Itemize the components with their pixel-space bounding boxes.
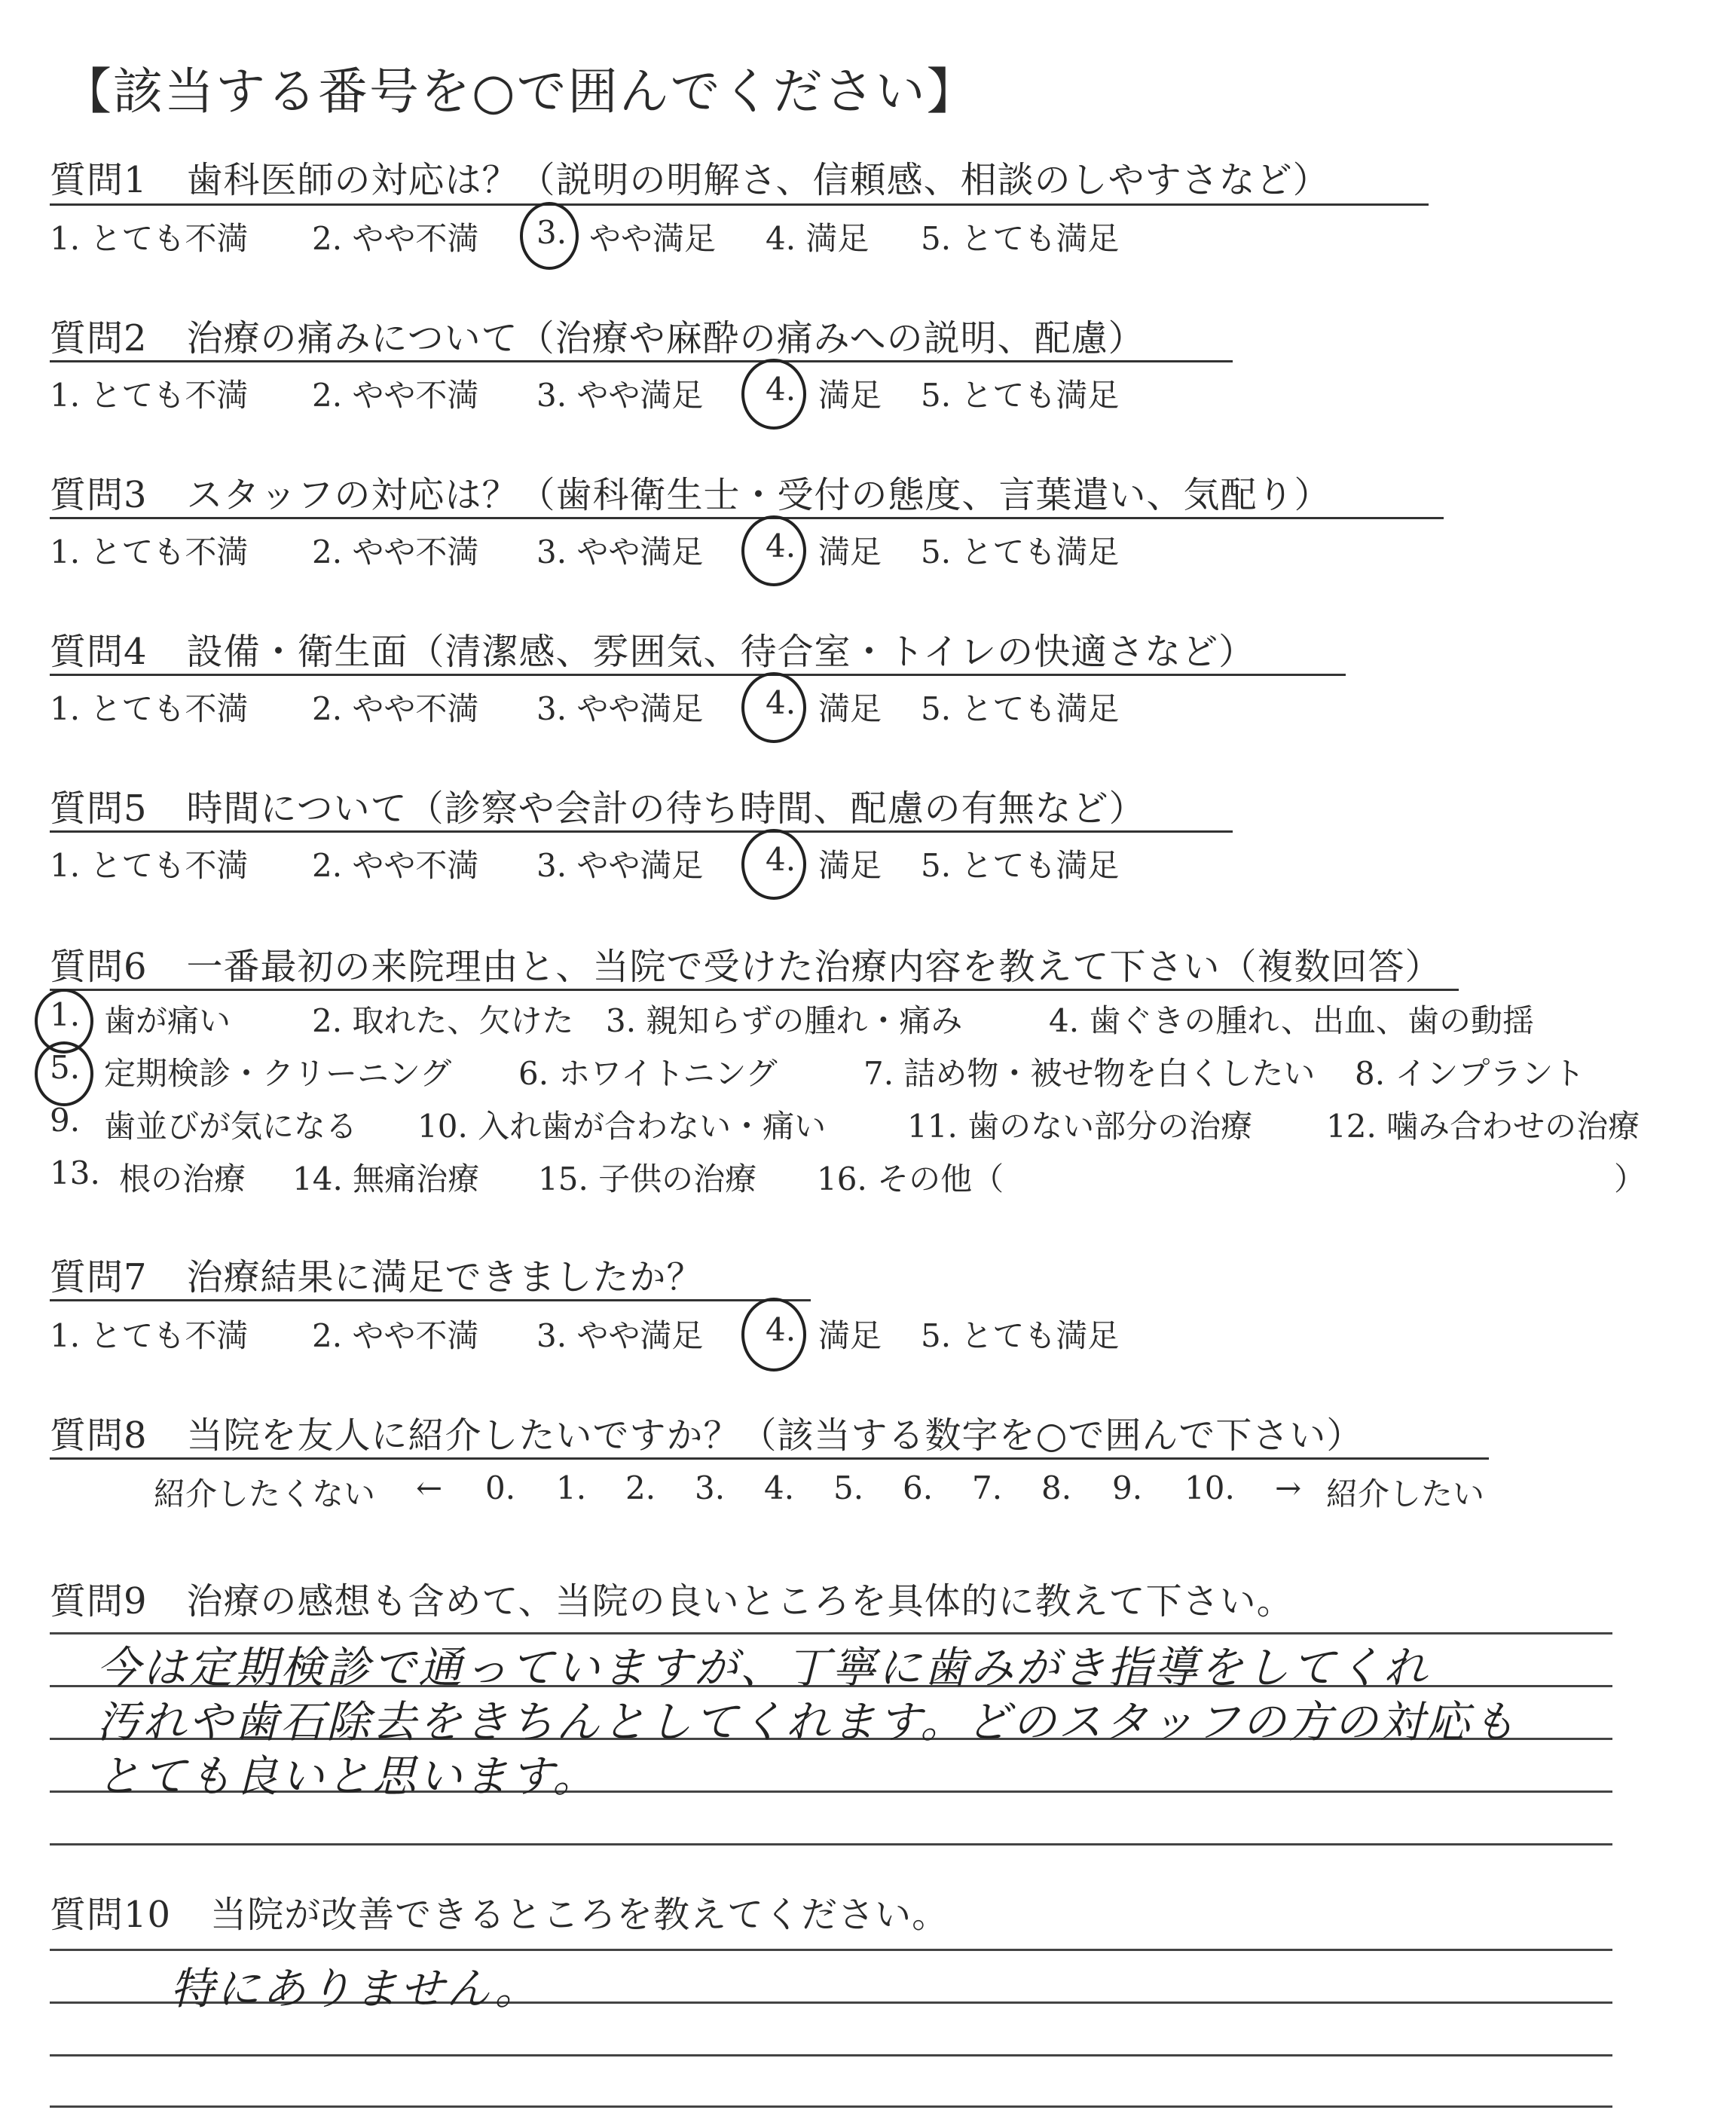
answer-line bbox=[50, 2054, 1612, 2056]
option-3[interactable]: 3. やや満足 bbox=[536, 377, 704, 414]
option-1[interactable]: 1. とても不満 bbox=[50, 1317, 249, 1354]
question-number: 質問3 bbox=[50, 474, 148, 516]
option-5[interactable]: 5. とても満足 bbox=[921, 690, 1120, 727]
answer-circle bbox=[741, 829, 806, 900]
question-number: 質問5 bbox=[50, 787, 148, 830]
scale-left-arrow: ← bbox=[416, 1469, 443, 1506]
option-11[interactable]: 11. 歯のない部分の治療 bbox=[907, 1108, 1253, 1145]
answer-circle bbox=[35, 1041, 93, 1106]
survey-header: 【該当する番号を○で囲んでください】 bbox=[62, 63, 978, 121]
answer-circle bbox=[741, 1298, 806, 1372]
answer-circle bbox=[520, 202, 579, 270]
option-8[interactable]: 8. インプラント bbox=[1355, 1055, 1585, 1092]
option-4-label: 満足 bbox=[818, 377, 882, 414]
question-underline bbox=[50, 1457, 1489, 1460]
option-7[interactable]: 7. 詰め物・被せ物を白くしたい bbox=[863, 1055, 1316, 1092]
option-5[interactable]: 5. とても満足 bbox=[921, 1317, 1120, 1354]
option-4[interactable]: 4. bbox=[766, 371, 796, 408]
option-6[interactable]: 6. ホワイトニング bbox=[518, 1055, 778, 1092]
option-5[interactable]: 5. とても満足 bbox=[921, 534, 1120, 570]
question-8 bbox=[50, 1406, 1363, 1458]
question-underline bbox=[50, 360, 1233, 362]
question-text: 治療の感想も含めて、当院の良いところを具体的に教えて下さい。 bbox=[186, 1580, 1294, 1622]
scale-option-10[interactable]: 10. bbox=[1184, 1469, 1235, 1506]
question-7 bbox=[50, 1248, 704, 1300]
option-9-label: 歯並びが気になる bbox=[104, 1108, 358, 1145]
option-2[interactable]: 2. やや不満 bbox=[312, 690, 479, 727]
scale-option-4[interactable]: 4. bbox=[764, 1469, 795, 1506]
option-4-label: 満足 bbox=[818, 690, 882, 727]
option-2[interactable]: 2. やや不満 bbox=[312, 377, 479, 414]
scale-option-0[interactable]: 0. bbox=[485, 1469, 516, 1506]
other-close-paren: ） bbox=[1614, 1160, 1646, 1197]
question-text: 一番最初の来院理由と、当院で受けた治療内容を教えて下さい（複数回答） bbox=[186, 946, 1442, 988]
handwritten-answer-line-2: 汚れや歯石除去をきちんとしてくれます。どのスタッフの方の対応も bbox=[96, 1696, 1518, 1748]
question-9 bbox=[50, 1572, 1294, 1624]
question-text: 治療の痛みについて（治療や麻酔の痛みへの説明、配慮） bbox=[186, 317, 1145, 359]
question-4 bbox=[50, 622, 1255, 674]
option-3[interactable]: 3. やや満足 bbox=[536, 847, 704, 884]
question-number: 質問9 bbox=[50, 1580, 148, 1622]
option-1[interactable]: 1. とても不満 bbox=[50, 847, 249, 884]
scale-option-1[interactable]: 1. bbox=[556, 1469, 587, 1506]
question-number: 質問10 bbox=[50, 1894, 172, 1936]
option-1[interactable]: 1. とても不満 bbox=[50, 534, 249, 570]
question-number: 質問4 bbox=[50, 631, 148, 673]
scale-option-8[interactable]: 8. bbox=[1041, 1469, 1072, 1506]
scale-option-7[interactable]: 7. bbox=[972, 1469, 1003, 1506]
option-5-label: 定期検診・クリーニング bbox=[104, 1055, 452, 1092]
answer-circle bbox=[741, 672, 806, 743]
option-9[interactable]: 9. bbox=[50, 1102, 81, 1139]
question-text: 当院が改善できるところを教えてください。 bbox=[210, 1894, 949, 1936]
scale-right-label: 紹介したい bbox=[1326, 1475, 1485, 1512]
question-6 bbox=[50, 937, 1442, 989]
scale-left-label: 紹介したくない bbox=[154, 1475, 376, 1512]
handwritten-answer-line-3: とても良いと思います。 bbox=[96, 1751, 599, 1802]
option-3[interactable]: 3. やや満足 bbox=[536, 690, 704, 727]
option-3[interactable]: 3. やや満足 bbox=[536, 534, 704, 570]
option-3[interactable]: 3. 親知らずの腫れ・痛み bbox=[606, 1002, 963, 1039]
question-number: 質問8 bbox=[50, 1414, 148, 1457]
option-1[interactable]: 1. とても不満 bbox=[50, 377, 249, 414]
scale-option-6[interactable]: 6. bbox=[903, 1469, 934, 1506]
option-2[interactable]: 2. やや不満 bbox=[312, 847, 479, 884]
scale-option-2[interactable]: 2. bbox=[625, 1469, 656, 1506]
option-13-label: 根の治療 bbox=[119, 1160, 246, 1197]
question-text: スタッフの対応は？（歯科衛生士・受付の態度、言葉遣い、気配り） bbox=[186, 474, 1331, 516]
answer-circle bbox=[741, 359, 806, 430]
option-2[interactable]: 2. やや不満 bbox=[312, 220, 479, 257]
question-10 bbox=[50, 1885, 949, 1937]
question-underline bbox=[50, 830, 1233, 833]
question-number: 質問1 bbox=[50, 159, 148, 201]
option-3[interactable]: 3. やや満足 bbox=[536, 1317, 704, 1354]
question-underline bbox=[50, 674, 1346, 676]
question-text: 設備・衛生面（清潔感、雰囲気、待合室・トイレの快適さなど） bbox=[186, 631, 1256, 673]
option-5[interactable]: 5. bbox=[50, 1049, 81, 1086]
scale-option-9[interactable]: 9. bbox=[1112, 1469, 1143, 1506]
option-1[interactable]: 1. とても不満 bbox=[50, 220, 249, 257]
option-4[interactable]: 4. bbox=[766, 528, 796, 564]
option-1[interactable]: 1. とても不満 bbox=[50, 690, 249, 727]
question-text: 歯科医師の対応は？（説明の明解さ、信頼感、相談のしやすさなど） bbox=[186, 159, 1330, 201]
question-2 bbox=[50, 309, 1145, 361]
option-5[interactable]: 5. とても満足 bbox=[921, 377, 1120, 414]
option-14[interactable]: 14. 無痛治療 bbox=[292, 1160, 480, 1197]
question-text: 当院を友人に紹介したいですか？（該当する数字を○で囲んで下さい） bbox=[186, 1414, 1364, 1457]
handwritten-answer: 特にありません。 bbox=[170, 1963, 541, 2014]
option-5[interactable]: 5. とても満足 bbox=[921, 220, 1120, 257]
scale-option-3[interactable]: 3. bbox=[695, 1469, 726, 1506]
option-4-label: 満足 bbox=[818, 534, 882, 570]
question-underline bbox=[50, 203, 1429, 206]
option-4-label: 満足 bbox=[818, 847, 882, 884]
question-text: 治療結果に満足できましたか？ bbox=[186, 1256, 704, 1298]
option-12[interactable]: 12. 噛み合わせの治療 bbox=[1326, 1108, 1640, 1145]
question-3 bbox=[50, 466, 1331, 518]
question-number: 質問7 bbox=[50, 1256, 148, 1298]
option-2[interactable]: 2. 取れた、欠けた bbox=[312, 1002, 574, 1039]
question-underline bbox=[50, 517, 1444, 519]
scale-option-5[interactable]: 5. bbox=[833, 1469, 864, 1506]
option-5[interactable]: 5. とても満足 bbox=[921, 847, 1120, 884]
option-4-label: 満足 bbox=[818, 1317, 882, 1354]
question-5 bbox=[50, 779, 1146, 831]
option-16[interactable]: 16. その他（ bbox=[817, 1160, 1004, 1197]
option-10[interactable]: 10. 入れ歯が合わない・痛い bbox=[417, 1108, 827, 1145]
answer-line bbox=[50, 1843, 1612, 1845]
question-number: 質問2 bbox=[50, 317, 148, 359]
option-2[interactable]: 2. やや不満 bbox=[312, 1317, 479, 1354]
question-number: 質問6 bbox=[50, 946, 148, 988]
question-text: 時間について（診察や会計の待ち時間、配慮の有無など） bbox=[186, 787, 1146, 830]
answer-line bbox=[50, 2105, 1612, 2108]
question-underline bbox=[50, 1299, 811, 1301]
option-3-label: やや満足 bbox=[589, 220, 717, 257]
option-1[interactable]: 1. bbox=[50, 996, 81, 1033]
answer-line bbox=[50, 1949, 1612, 1951]
option-3[interactable]: 3. bbox=[536, 214, 567, 251]
answer-circle bbox=[741, 515, 806, 586]
option-4[interactable]: 4. bbox=[766, 1311, 796, 1348]
question-1 bbox=[50, 151, 1330, 203]
option-4[interactable]: 4. 歯ぐきの腫れ、出血、歯の動揺 bbox=[1049, 1002, 1534, 1039]
option-15[interactable]: 15. 子供の治療 bbox=[538, 1160, 757, 1197]
handwritten-answer-line-1: 今は定期検診で通っていますが、丁寧に歯みがき指導をしてくれ bbox=[96, 1642, 1430, 1693]
option-13[interactable]: 13. bbox=[50, 1154, 100, 1191]
scale-right-arrow: → bbox=[1275, 1469, 1302, 1506]
option-4[interactable]: 4. bbox=[766, 684, 796, 721]
option-4[interactable]: 4. bbox=[766, 841, 796, 878]
option-4[interactable]: 4. 満足 bbox=[766, 220, 870, 257]
option-2[interactable]: 2. やや不満 bbox=[312, 534, 479, 570]
option-1-label: 歯が痛い bbox=[104, 1002, 231, 1039]
question-underline bbox=[50, 989, 1459, 991]
